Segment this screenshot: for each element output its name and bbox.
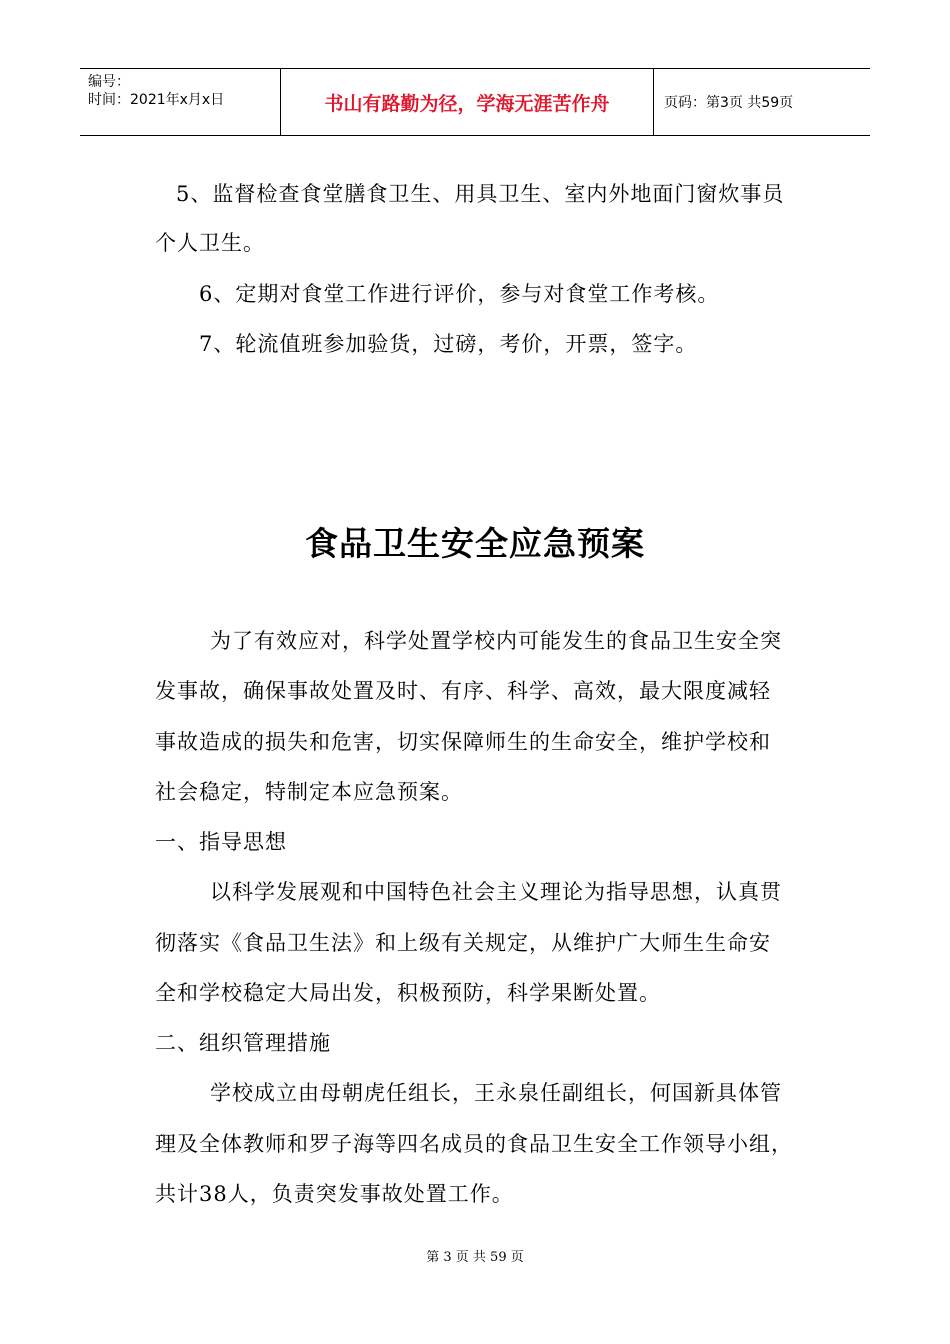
item-7: 7、轮流值班参加验货，过磅，考价，开票，签字。 (199, 332, 698, 356)
document-header (80, 68, 870, 136)
page-footer: 第 3 页 共 59 页 (426, 1250, 524, 1265)
section-2-line-3: 共计38人，负责突发事故处置工作。 (155, 1182, 514, 1206)
section-2-line-2: 理及全体教师和罗子海等四名成员的食品卫生安全工作领导小组， (155, 1132, 793, 1156)
section-1-heading: 一、指导思想 (155, 830, 287, 854)
document-date-label: 时间：2021年x月x日 (88, 92, 225, 108)
section-1-line-3: 全和学校稳定大局出发，积极预防，科学果断处置。 (155, 981, 661, 1005)
section-2-heading: 二、组织管理措施 (155, 1031, 331, 1055)
item-5-line-2: 个人卫生。 (155, 231, 265, 255)
header-meta-cell (80, 69, 281, 135)
header-page-info: 页码：第3页 共59页 (664, 95, 794, 111)
item-5-line-1: 5、监督检查食堂膳食卫生、用具卫生、室内外地面门窗炊事员 (176, 182, 785, 206)
document-number-label: 编号： (88, 74, 130, 90)
section-1-line-1: 以科学发展观和中国特色社会主义理论为指导思想，认真贯 (210, 880, 782, 904)
intro-line-1: 为了有效应对，科学处置学校内可能发生的食品卫生安全突 (210, 629, 782, 653)
intro-line-3: 事故造成的损失和危害，切实保障师生的生命安全，维护学校和 (155, 730, 771, 754)
intro-line-4: 社会稳定，特制定本应急预案。 (155, 780, 463, 804)
document-title: 食品卫生安全应急预案 (305, 524, 645, 563)
section-1-line-2: 彻落实《食品卫生法》和上级有关规定，从维护广大师生生命安 (155, 931, 771, 955)
intro-line-2: 发事故，确保事故处置及时、有序、科学、高效，最大限度减轻 (155, 679, 771, 703)
item-6: 6、定期对食堂工作进行评价，参与对食堂工作考核。 (199, 282, 720, 306)
section-2-line-1: 学校成立由母朝虎任组长，王永泉任副组长，何国新具体管 (210, 1081, 782, 1105)
header-motto: 书山有路勤为径，学海无涯苦作舟 (281, 69, 654, 135)
